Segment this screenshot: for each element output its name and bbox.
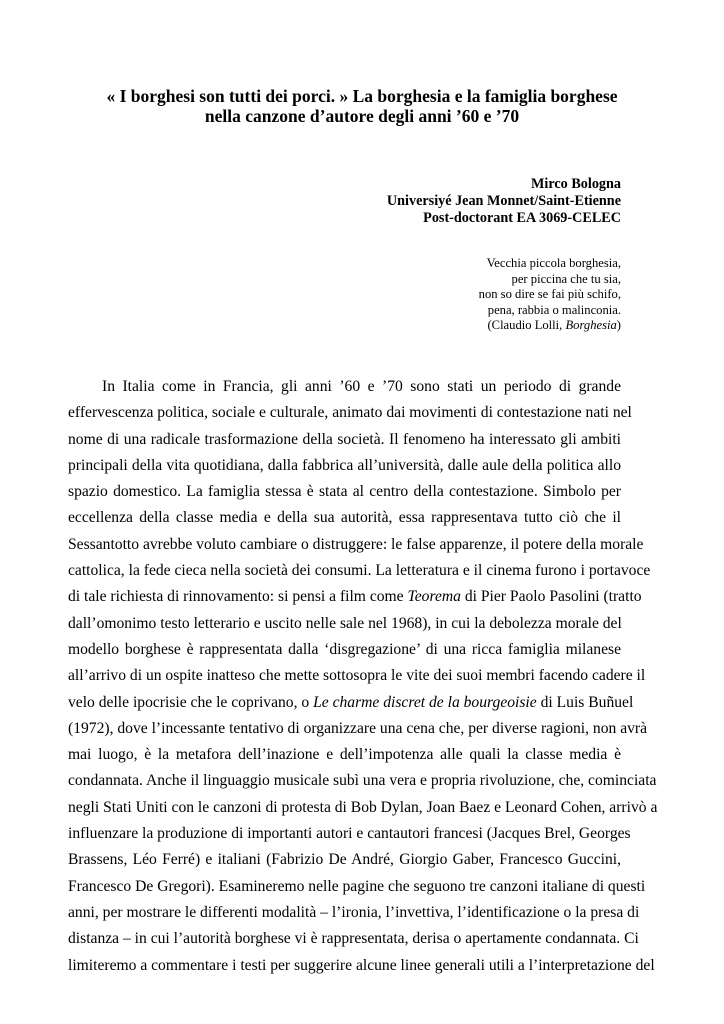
epigraph-line: non so dire se fai più schifo, [478,287,621,301]
body-line: negli Stati Uniti con le canzoni di protesta di Bob Dylan, Joan Baez e Leonard Cohen, arrivò a [68,798,658,816]
body-line: spazio domestico. La famiglia stessa è stata al centro della contestazione. Simbolo per [68,483,621,501]
title-line-1: « I borghesi son tutti dei porci. » La borghesia e la famiglia borghese [106,86,618,106]
body-line: principali della vita quotidiana, dalla fabbrica all’università, dalle aule della politica allo [68,456,621,474]
body-line: In Italia come in Francia, gli anni ’60 e ’70 sono stati un periodo di grande [102,378,621,395]
epigraph-source [479,318,621,334]
paper-title [60,86,664,126]
body-line: mai luogo, è la metafora dell’inazione e dell’impotenza alle quali la classe media è [68,746,621,764]
body-line-text: di tale richiesta di rinnovamento: si pensi a film come [68,588,408,606]
author-position: Post-doctorant EA 3069-CELEC [423,210,621,226]
body-line: dall’omonimo testo letterario e uscito nelle sale nel 1968), in cui la debolezza morale del [68,614,622,632]
body-line [68,690,634,716]
body-line: influenzare la produzione di importanti autori e cantautori francesi (Jacques Brel, Georges [68,825,631,843]
body-line: eccellenza della classe media e della sua autorità, essa rappresentava tutto ciò che il [68,509,621,527]
body-line: all’arrivo di un ospite inatteso che mette sottosopra le vite dei suoi membri facendo cadere il [68,667,646,685]
body-line: (1972), dove l’incessante tentativo di organizzare una cena che, per diverse ragioni, non avrà [68,719,648,737]
body-line-text: di Luis Buñuel [536,693,634,711]
body-line: nome di una radicale trasformazione della società. Il fenomeno ha interessato gli ambiti [68,430,621,448]
epigraph-line: pena, rabbia o malinconia. [487,302,621,317]
italic-work-title: Le charme discret de la bourgeoisie [313,693,537,711]
body-line-text: velo delle ipocrisie che le coprivano, o [68,693,314,711]
body-line: condannata. Anche il linguaggio musicale subì una vera e propria rivoluzione, che, cominciata [68,772,657,790]
italic-work-title: Teorema [407,588,461,606]
body-line: distanza – in cui l’autorità borghese vi è rappresentata, derisa o apertamente condannata. Ci [68,930,639,948]
author-name: Mirco Bologna [531,176,621,192]
epigraph [479,256,621,334]
author-affiliation: Universiyé Jean Monnet/Saint-Etienne [386,193,621,209]
body-line: anni, per mostrare le differenti modalità – l’ironia, l’invettiva, l’identificazione o la presa di [68,903,640,921]
epigraph-source-prefix: (Claudio Lolli, [487,318,566,332]
body-line-text: di Pier Paolo Pasolini (tratto [460,588,642,606]
body-line [68,584,642,610]
author-block [387,176,621,227]
title-line-2: nella canzone d’autore degli anni ’60 e ’70 [204,106,520,126]
body-line: cattolica, la fede cieca nella società dei consumi. La letteratura e il cinema furono i portavoce [68,562,651,580]
body-paragraph [68,374,658,979]
body-line: Brassens, Léo Ferré) e italiani (Fabrizio De André, Giorgio Gaber, Francesco Guccini, [68,851,621,869]
body-line: limiteremo a commentare i testi per suggerire alcune linee generali utili a l’interpretazione del [68,956,655,974]
body-line: effervescenza politica, sociale e culturale, animato dai movimenti di contestazione nati nel [68,404,632,422]
body-line: Sessantotto avrebbe voluto cambiare o distruggere: le false apparenze, il potere della morale [68,535,644,553]
epigraph-line: Vecchia piccola borghesia, [486,256,621,270]
body-line: Francesco De Gregori). Esamineremo nelle pagine che seguono tre canzoni italiane di questi [68,877,646,895]
epigraph-source-suffix: ) [616,318,621,332]
body-line: modello borghese è rappresentata dalla ‘disgregazione’ di una ricca famiglia milanese [68,640,621,658]
epigraph-source-title: Borghesia [565,318,617,332]
epigraph-line: per piccina che tu sia, [511,271,621,286]
